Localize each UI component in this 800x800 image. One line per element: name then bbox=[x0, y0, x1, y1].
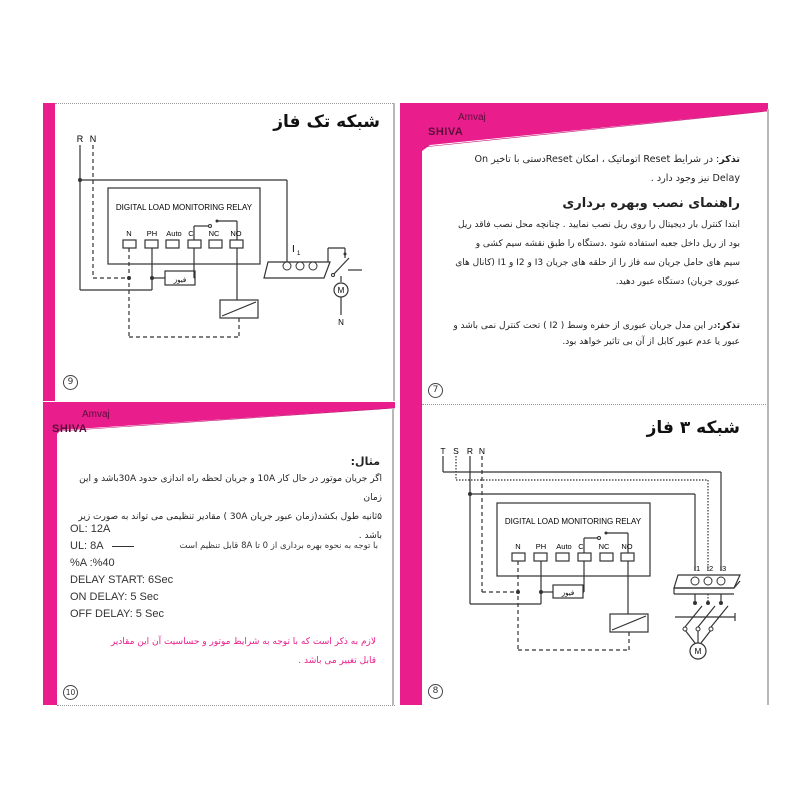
page10-number: 10 bbox=[63, 685, 78, 700]
supply-label-s: S bbox=[453, 446, 459, 456]
logo-amvaj: Amvaj bbox=[458, 112, 486, 123]
example-line: ۵ثانیه طول بکشد(زمان عبور جریان 30A ) مقادیر تنظیمی می تواند به صورت زیر باشد . bbox=[78, 512, 382, 541]
page7-note bbox=[450, 150, 740, 188]
supply-label-r: R bbox=[466, 446, 474, 456]
setting-ul-row bbox=[70, 538, 380, 555]
logo-amvaj: Amvaj bbox=[82, 409, 110, 420]
page9-right-border bbox=[393, 103, 395, 401]
terminal-nc: NC bbox=[598, 542, 610, 551]
relay-label: DIGITAL LOAD MONITORING RELAY bbox=[504, 517, 642, 526]
install-line: بود از ریل داخل جعبه استفاده شود .دستگاه را طبق نقشه سیم کشی و bbox=[475, 239, 740, 249]
single-phase-wiring-diagram bbox=[60, 130, 380, 350]
terminal-c: C bbox=[578, 542, 584, 551]
note-text: : در شرایط Reset اتوماتیک ، امکان Resetدستی با تاخیر On Delay نیز وجود دارد . bbox=[474, 154, 740, 184]
motor-label: M bbox=[694, 647, 702, 656]
terminal-ph: PH bbox=[535, 542, 547, 551]
setting-delay-start: DELAY START: 6Sec bbox=[70, 574, 174, 586]
install-line: ابتدا کنترل بار دیجیتال را روی ریل نصب نمایید . چنانچه محل نصب فاقد ریل bbox=[458, 220, 740, 230]
terminal-ph: PH bbox=[146, 229, 158, 238]
sensor-label-3: I3 bbox=[719, 564, 727, 573]
terminal-n: N bbox=[126, 229, 132, 238]
ul-note: با توجه به نحوه بهره برداری از 0 تا 8A قابل تنظیم است bbox=[179, 541, 378, 551]
warning-line: لازم به ذکر است که با توجه به شرایط موتور و حساسیت آن این مقادیر bbox=[110, 637, 376, 647]
page7-logo bbox=[428, 112, 486, 140]
supply-label-n: N bbox=[478, 446, 486, 456]
three-phase-wiring-diagram bbox=[430, 445, 750, 675]
supply-label-r: R bbox=[76, 134, 84, 144]
note2-line: در این مدل جریان عبوری از حفره وسط ( I2 ) تحت کنترل نمی باشد و bbox=[453, 321, 717, 331]
setting-off-delay: OFF DELAY: 5 Sec bbox=[70, 608, 164, 620]
note2-line: عبور یا عدم عبور کابل از آن بی تاثیر خواهد بود. bbox=[562, 337, 740, 347]
page9-number: 9 bbox=[63, 375, 78, 390]
neutral-label: N bbox=[338, 318, 344, 327]
note2-label: تذکر: bbox=[716, 321, 740, 331]
logo-shiva: SHIVA bbox=[428, 126, 464, 138]
install-guide-text bbox=[446, 216, 740, 292]
terminal-auto: Auto bbox=[556, 542, 572, 551]
example-label: مثال: bbox=[350, 455, 380, 468]
setting-on-delay: ON DELAY: 5 Sec bbox=[70, 591, 159, 603]
fuse-label: فیوز bbox=[173, 277, 187, 284]
page8-number: 8 bbox=[428, 684, 443, 699]
example-line: اگر جریان موتور در حال کار 10A و جریان لحظه راه اندازی حدود 30Aباشد و این زمان bbox=[79, 474, 382, 503]
note-label: تذکر bbox=[719, 154, 740, 165]
logo-shiva: SHIVA bbox=[52, 423, 88, 435]
install-line: سیم های حامل جریان سه فاز را از حلقه های جریان I3 و I2 و I1 (کانال های bbox=[455, 258, 740, 268]
warning-text bbox=[86, 633, 376, 671]
page10-logo bbox=[52, 409, 110, 437]
page9-title: شبکه تک فاز bbox=[273, 112, 380, 132]
sensor-label: I bbox=[292, 244, 295, 255]
top-dotted-border bbox=[55, 103, 395, 104]
supply-label-t: T bbox=[440, 446, 446, 456]
terminal-n: N bbox=[515, 542, 521, 551]
page7-note2 bbox=[446, 318, 740, 350]
motor-label: M bbox=[337, 286, 345, 295]
terminal-c: C bbox=[188, 229, 194, 238]
install-guide-title: راهنمای نصب وبهره برداری bbox=[562, 196, 740, 211]
terminal-auto: Auto bbox=[166, 229, 182, 238]
page8-title: شبکه ۳ فاز bbox=[646, 418, 740, 438]
fuse-label: فیوز bbox=[561, 590, 575, 597]
sensor-sub: 1 bbox=[297, 251, 301, 257]
terminal-no: NO bbox=[230, 229, 242, 238]
install-line: عبوری جریان) دستگاه عبور دهید. bbox=[615, 277, 740, 287]
page9-pink-stripe bbox=[43, 103, 55, 401]
setting-ol: OL: 12A bbox=[70, 523, 111, 535]
supply-label-n: N bbox=[89, 134, 97, 144]
relay-label: DIGITAL LOAD MONITORING RELAY bbox=[115, 203, 253, 212]
page7-number: 7 bbox=[428, 383, 443, 398]
sensor-label-2: I2 bbox=[706, 564, 714, 573]
sensor-label-1: I1 bbox=[693, 564, 701, 573]
terminal-nc: NC bbox=[208, 229, 220, 238]
terminal-no: NO bbox=[621, 542, 633, 551]
settings-list bbox=[70, 521, 380, 623]
warning-line: قابل تغییر می باشد . bbox=[298, 656, 376, 666]
dash-separator bbox=[112, 546, 134, 547]
setting-ul: UL: 8A bbox=[70, 540, 104, 552]
setting-percent: %A :%40 bbox=[70, 557, 115, 569]
